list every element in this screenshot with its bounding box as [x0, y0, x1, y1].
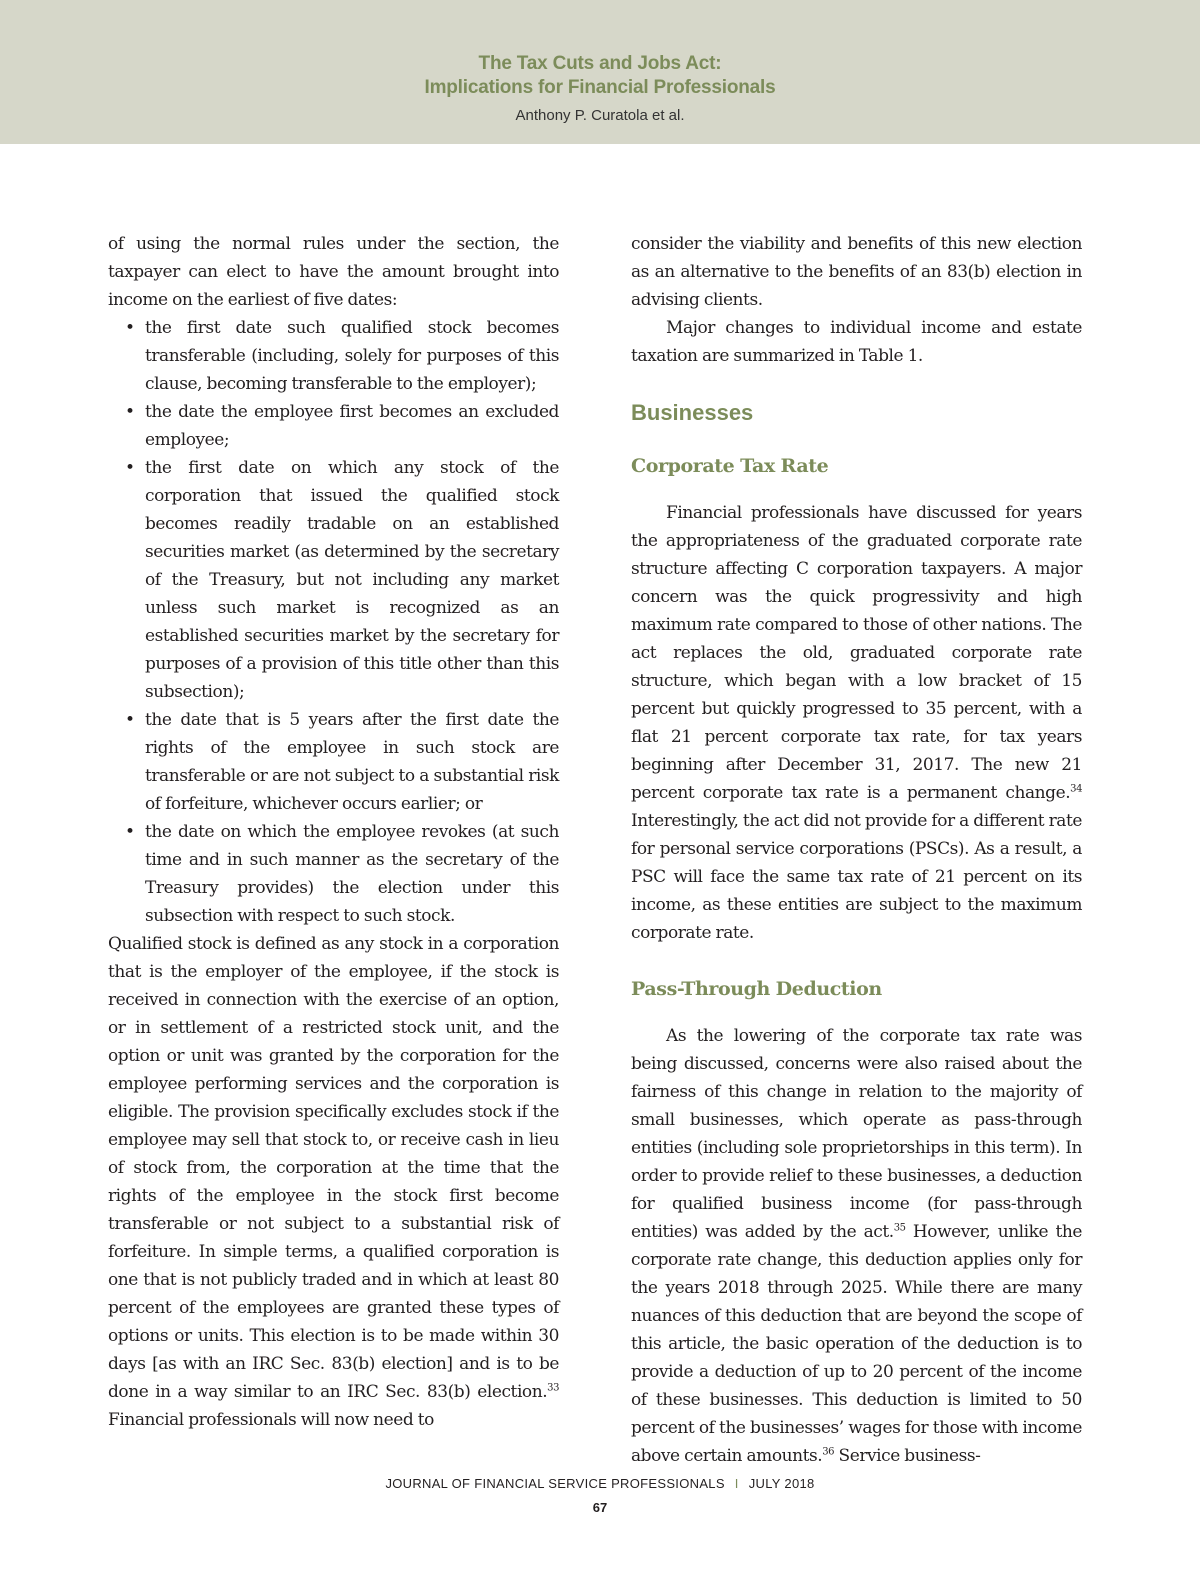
section-heading-businesses: Businesses [631, 400, 754, 425]
footnote-marker-34[interactable]: 34 [1070, 783, 1082, 795]
footnote-marker-35[interactable]: 35 [893, 1222, 906, 1234]
article-title-line-2: Implications for Financial Professionals [424, 77, 776, 98]
intro-paragraph: of using the normal rules under the section, the taxpayer can elect to have the amount brought into income on the earliest of five dates: [108, 234, 559, 310]
body-text: Service business- [834, 1446, 981, 1466]
footnote-marker-36[interactable]: 36 [822, 1446, 835, 1458]
list-item [108, 706, 559, 818]
bullet-icon: • [125, 710, 135, 730]
bullet-icon: • [125, 402, 135, 422]
journal-footer [0, 1476, 1200, 1492]
bullet-icon: • [125, 822, 135, 842]
body-text: Financial professionals have discussed for years the appropriateness of the graduated corporate rate structure affecting C corporation taxpayers. A major concern was the quick progressivity and high maximum rate compared to those of other nations. The act replaces the old, graduated corporate rate structure, which began with a low bracket of 15 percent but quickly progressed to 35 percent, with a flat 21 percent corporate tax rate, for tax years beginning after December 31, 2017. The new 21 percent corporate tax rate is a permanent change. [631, 503, 1082, 803]
list-item-text: the first date on which any stock of the corporation that issued the qualified stock becomes readily tradable on an established securities market (as determined by the secretary of the Treasury, but not including any market unless such market is recognized as an established securities market by the secretary for purposes of a provision of this title other than this subsection); [145, 458, 559, 702]
body-text: Qualified stock is defined as any stock in a corporation that is the employer of the employee, if the stock is received in connection with the exercise of an option, or in settlement of a restricted stock unit, and the option or unit was granted by the corporation for the employee performing services and the corporation is eligible. The provision specifically excludes stock if the employee may sell that stock to, or receive cash in lieu of stock from, the corporation at the time that the rights of the employee in the stock first become transferable or not subject to a substantial risk of forfeiture. In simple terms, a qualified corporation is one that is not publicly traded and in which at least 80 percent of the employees are granted these types of options or units. This election is to be made within 30 days [as with an IRC Sec. 83(b) election] and is to be done in a way similar to an IRC Sec. 83(b) election. [108, 934, 559, 1402]
page-number: 67 [592, 1500, 608, 1515]
list-item [108, 314, 559, 398]
bullet-icon: • [125, 458, 135, 478]
body-text: Interestingly, the act did not provide for a different rate for personal service corporations (PSCs). As a result, a PSC will face the same tax rate of 21 percent on its income, as these entities are subject to the maximum corporate rate. [631, 811, 1082, 943]
article-title-line-1: The Tax Cuts and Jobs Act: [478, 53, 722, 74]
corporate-tax-paragraph [631, 499, 1082, 947]
election-dates-list [108, 314, 559, 930]
body-text: However, unlike the corporate rate change, this deduction applies only for the years 2018 through 2025. While there are many nuances of this deduction that are beyond the scope of this article, the basic operation of the deduction is to provide a deduction of up to 20 percent of the income of these businesses. This deduction is limited to 50 percent of the businesses’ wages for those with income above certain amounts. [631, 1222, 1083, 1466]
bullet-icon: • [125, 318, 135, 338]
list-item-text: the first date such qualified stock becomes transferable (including, solely for purposes of this clause, becoming transferable to the employer); [145, 318, 559, 394]
table-summary-paragraph: Major changes to individual income and estate taxation are summarized in Table 1. [631, 318, 1082, 366]
qualified-stock-paragraph [108, 930, 559, 1434]
footer-separator: I [734, 1476, 739, 1491]
list-item [108, 398, 559, 454]
pass-through-paragraph [631, 1022, 1082, 1470]
article-title [0, 52, 1200, 100]
issue-date: JULY 2018 [748, 1476, 815, 1491]
list-item-text: the date the employee first becomes an excluded employee; [145, 402, 559, 450]
journal-name: JOURNAL OF FINANCIAL SERVICE PROFESSIONALS [385, 1476, 725, 1491]
list-item [108, 818, 559, 930]
list-item-text: the date that is 5 years after the first date the rights of the employee in such stock are transferable or are not subject to a substantial risk of forfeiture, whichever occurs earlier; or [145, 710, 559, 814]
subheading-pass-through-deduction: Pass-Through Deduction [631, 978, 882, 1000]
list-item-text: the date on which the employee revokes (at such time and in such manner as the secretary of the Treasury provides) the election under this subsection with respect to such stock. [145, 822, 559, 926]
continuation-paragraph: consider the viability and benefits of this new election as an alternative to the benefits of an 83(b) election in advising clients. [631, 234, 1082, 310]
article-author: Anthony P. Curatola et al. [515, 107, 685, 124]
footnote-marker-33[interactable]: 33 [547, 1382, 559, 1394]
body-text: Financial professionals will now need to [108, 1410, 434, 1430]
right-column [631, 230, 1082, 1470]
running-header [0, 0, 1200, 144]
left-column [108, 230, 559, 1434]
list-item [108, 454, 559, 706]
subheading-corporate-tax-rate: Corporate Tax Rate [631, 455, 829, 477]
body-text: As the lowering of the corporate tax rate was being discussed, concerns were also raised about the fairness of this change in relation to the majority of small businesses, which operate as pass-through entities (including sole proprietorships in this term). In order to provide relief to these businesses, a deduction for qualified business income (for pass-through entities) was added by the act. [631, 1026, 1082, 1242]
